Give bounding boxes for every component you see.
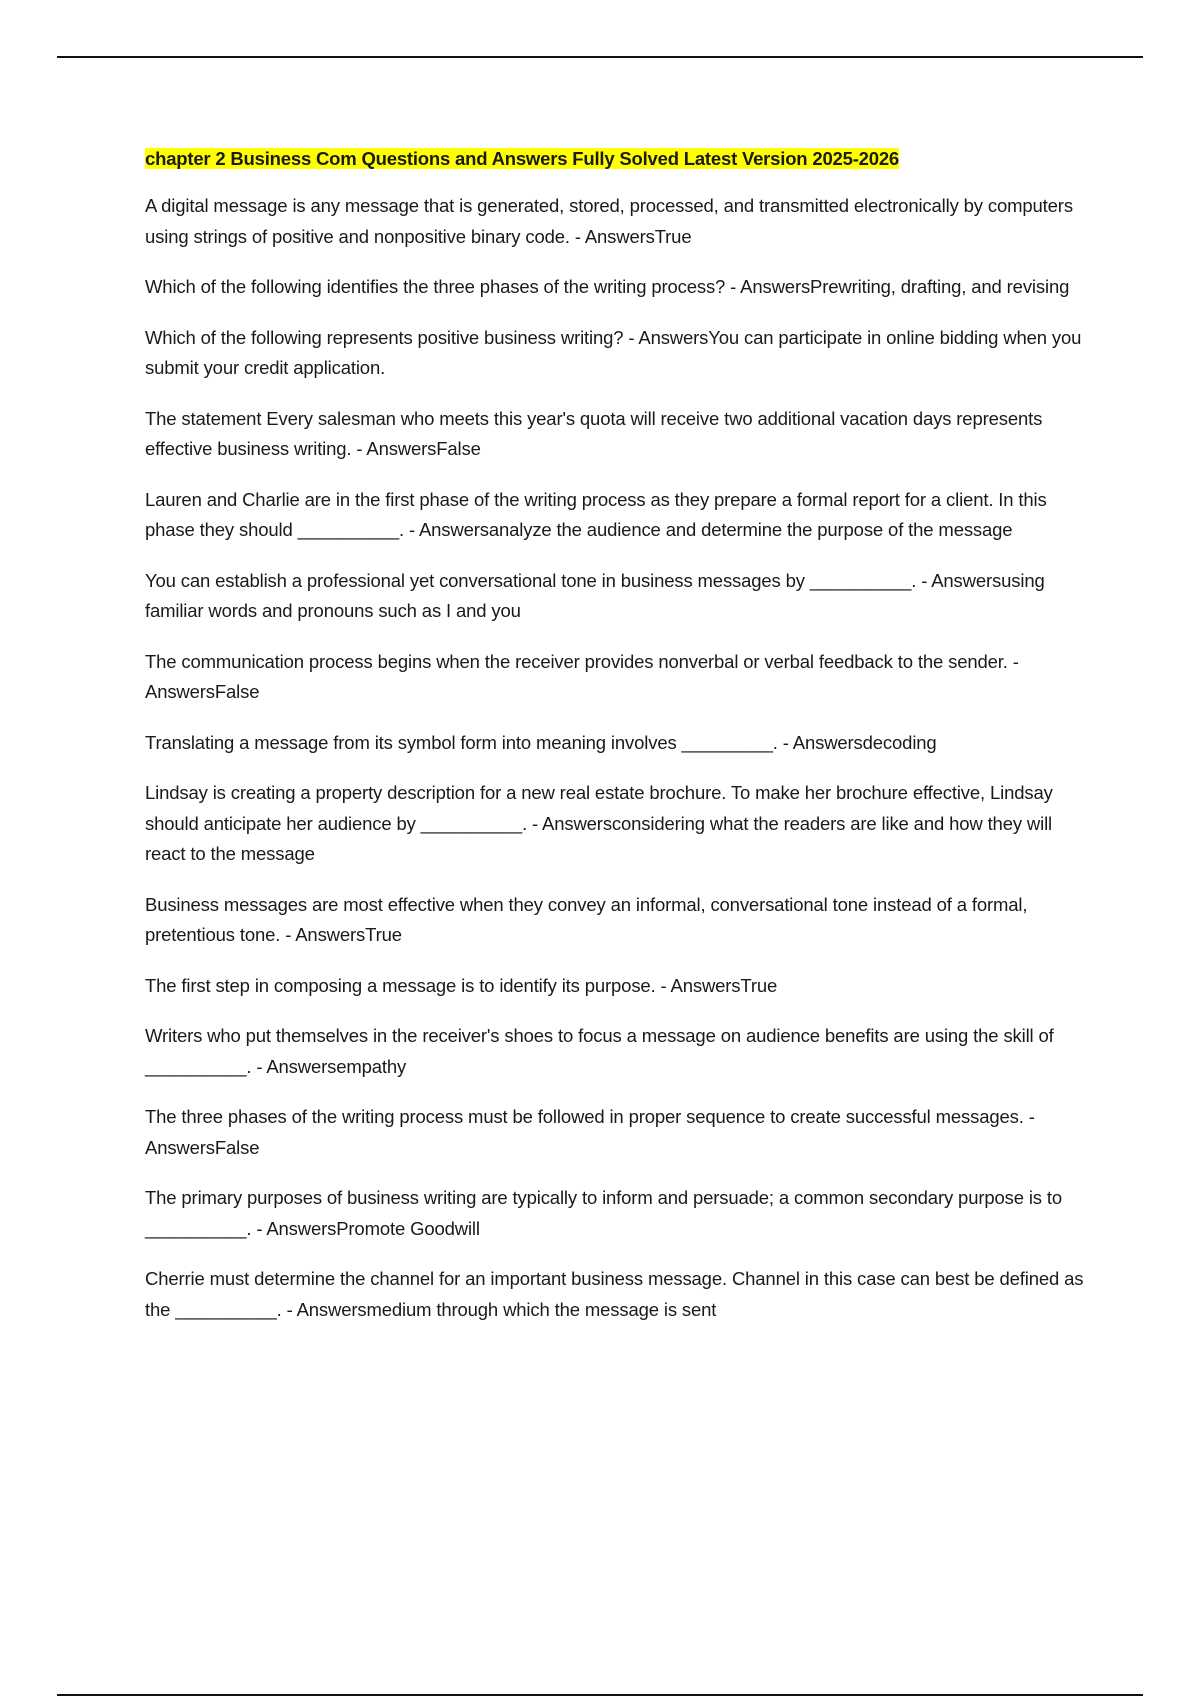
qa-item-8: Translating a message from its symbol form into meaning involves _________. - Answersdecoding — [145, 731, 937, 753]
document-title: chapter 2 Business Com Questions and Answers Fully Solved Latest Version 2025-2026 — [145, 148, 900, 169]
qa-item-10: Business messages are most effective when they convey an informal, conversational tone instead of a formal, pretentious tone. - AnswersTrue — [145, 893, 1028, 945]
bottom-rule — [57, 1694, 1143, 1696]
qa-item-15: Cherrie must determine the channel for an important business message. Channel in this case can best be defined as the __________. - Answersmedium through which the message is sent — [145, 1268, 1084, 1320]
title-block — [145, 145, 1095, 173]
qa-item-7: The communication process begins when the receiver provides nonverbal or verbal feedback to the sender. - AnswersFalse — [145, 650, 1019, 702]
qa-item-13: The three phases of the writing process must be followed in proper sequence to create successful messages. - AnswersFalse — [145, 1106, 1035, 1158]
qa-item-4: The statement Every salesman who meets this year's quota will receive two additional vacation days represents effective business writing. - AnswersFalse — [145, 407, 1043, 459]
document-body — [145, 145, 1095, 1345]
qa-item-6: You can establish a professional yet conversational tone in business messages by __________. - Answersusing familiar words and pronouns such as I and you — [145, 569, 1045, 621]
top-rule — [57, 56, 1143, 58]
qa-item-2: Which of the following identifies the three phases of the writing process? - AnswersPrewriting, drafting, and revising — [145, 276, 1070, 297]
qa-item-12: Writers who put themselves in the receiver's shoes to focus a message on audience benefits are using the skill of __________. - Answersempathy — [145, 1025, 1054, 1077]
qa-item-9: Lindsay is creating a property description for a new real estate brochure. To make her brochure effective, Lindsay should anticipate her audience by __________. - Answersconsidering what the readers are like and how they will react to the message — [145, 782, 1053, 864]
qa-item-11: The first step in composing a message is to identify its purpose. - AnswersTrue — [145, 974, 778, 996]
qa-item-5: Lauren and Charlie are in the first phase of the writing process as they prepare a formal report for a client. In this phase they should __________. - Answersanalyze the audience and determine the purpose of the message — [145, 488, 1047, 540]
qa-item-14: The primary purposes of business writing are typically to inform and persuade; a common secondary purpose is to __________. - AnswersPromote Goodwill — [145, 1187, 1063, 1239]
qa-item-3: Which of the following represents positive business writing? - AnswersYou can participate in online bidding when you submit your credit application. — [145, 326, 1082, 378]
qa-item-1: A digital message is any message that is generated, stored, processed, and transmitted electronically by computers using strings of positive and nonpositive binary code. - AnswersTrue — [145, 195, 1073, 247]
